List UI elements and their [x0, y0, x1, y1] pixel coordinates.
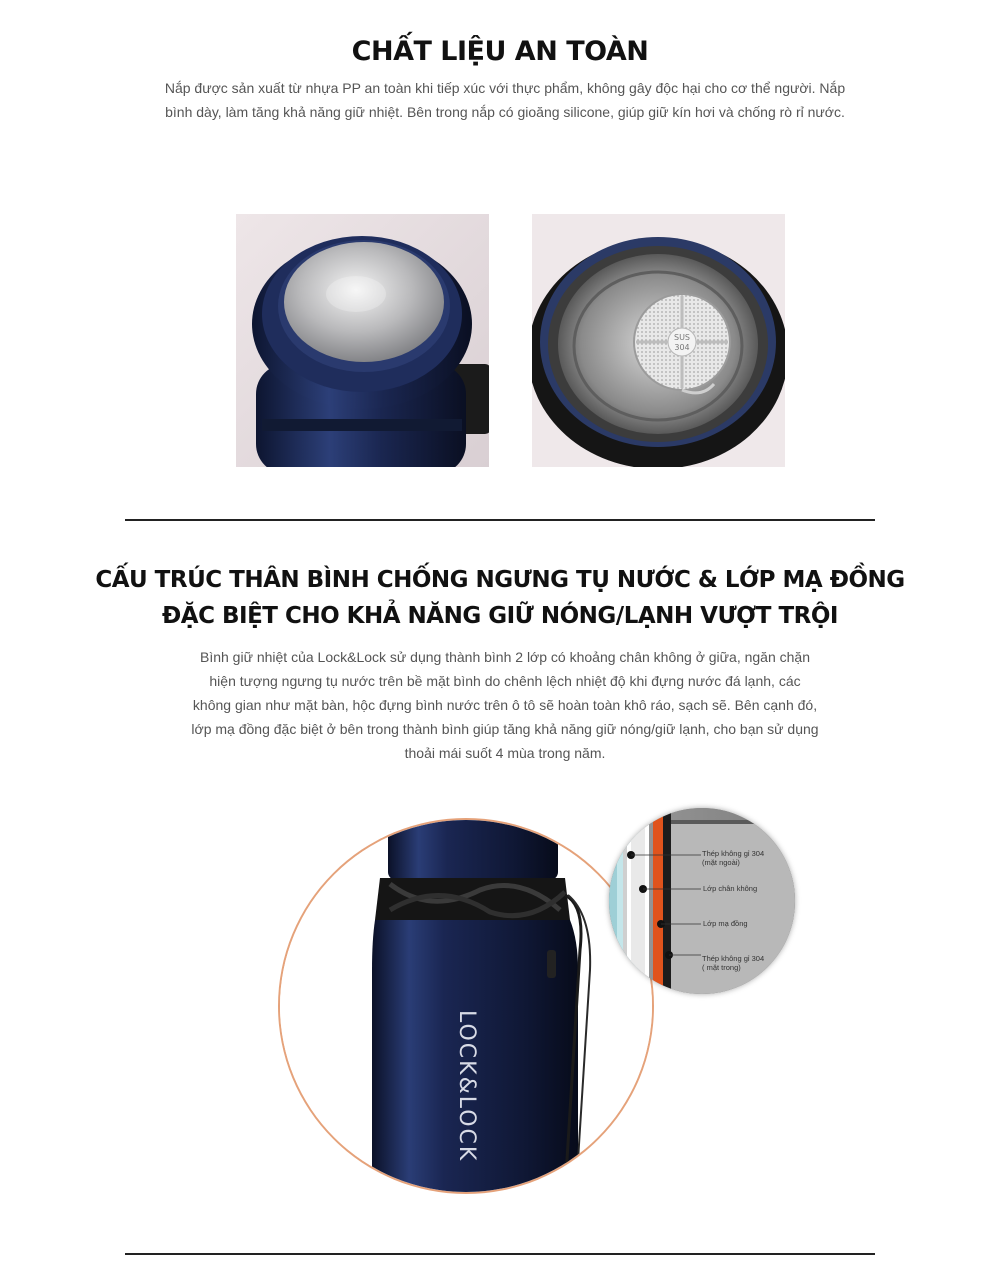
layer-label-inner-steel: Thép không gỉ 304 ( mặt trong): [702, 954, 765, 972]
section-title-structure: [0, 562, 1000, 634]
lid-top-photo: [236, 214, 489, 467]
section-title-line: CẤU TRÚC THÂN BÌNH CHỐNG NGƯNG TỤ NƯỚC & LỚP MẠ ĐỒNG: [95, 567, 905, 593]
brand-logo: LOCK&LOCK: [454, 1010, 479, 1163]
layer-label-vacuum: Lớp chân không: [703, 884, 758, 893]
lid-inside-photo: [532, 214, 785, 467]
section-description-structure: Bình giữ nhiệt của Lock&Lock sử dụng thành bình 2 lớp có khoảng chân không ở giữa, ngăn chặn hiện tượng ngưng tụ nước trên bề mặt bình do chênh lệch nhiệt độ khi đựng nước đá lạnh, các không gian như mặt bàn, hộc đựng bình nước trên ô tô sẽ hoàn toàn khô ráo, sạch sẽ. Bên cạnh đó, lớp mạ đồng đặc biệt ở bên trong thành bình giúp tăng khả năng giữ nóng/giữ lạnh, cho bạn sử dụng thoải mái suốt 4 mùa trong năm.: [191, 649, 819, 761]
section-description-safe-material: Nắp được sản xuất từ nhựa PP an toàn khi tiếp xúc với thực phẩm, không gây độc hại cho cơ thể người. Nắp bình dày, làm tăng khả năng giữ nhiệt. Bên trong nắp có gioăng silicone, giúp giữ kín hơi và chống rò rỉ nước.: [164, 80, 846, 120]
section-divider: [125, 519, 875, 521]
section-title-safe-material: CHẤT LIỆU AN TOÀN: [351, 36, 649, 67]
section-divider: [125, 1253, 875, 1255]
section-title-line: ĐẶC BIỆT CHO KHẢ NĂNG GIỮ NÓNG/LẠNH VƯỢT TRỘI: [162, 603, 838, 629]
layer-label-outer-steel: Thép không gỉ 304 (mặt ngoài): [702, 849, 765, 867]
bottle-closeup-photo: [280, 820, 652, 1192]
filter-stamp-text: SUS: [673, 333, 691, 342]
layer-label-copper: Lớp mạ đồng: [703, 919, 748, 928]
layer-structure-zoom: [609, 808, 795, 994]
filter-stamp-text: 304: [674, 343, 690, 352]
